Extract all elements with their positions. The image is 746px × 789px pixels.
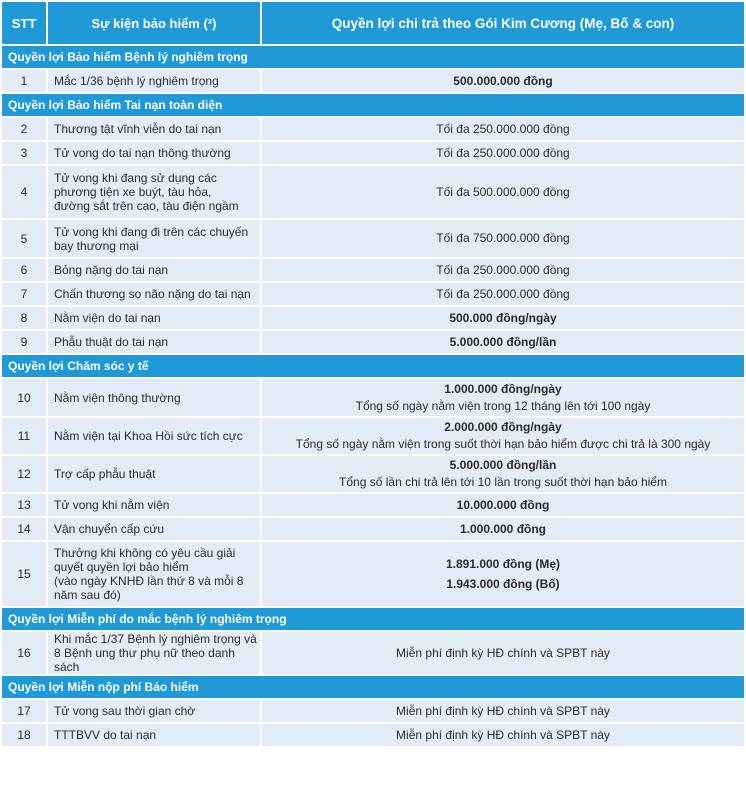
benefit-amount	[262, 166, 744, 218]
table-row	[2, 700, 744, 722]
benefit-line: 500.000.000 đồng	[453, 73, 553, 88]
insurance-event	[48, 724, 260, 746]
insurance-event	[48, 70, 260, 92]
table-row	[2, 283, 744, 305]
benefit-line: 2.000.000 đồng/ngày	[444, 420, 562, 434]
insurance-event	[48, 542, 260, 606]
benefit-amount	[262, 494, 744, 516]
insurance-event	[48, 518, 260, 540]
table-row	[2, 70, 744, 92]
benefit-amount	[262, 632, 744, 674]
section-title: Quyền lợi Miễn nộp phí Bảo hiểm	[2, 676, 744, 698]
event-line: Tử vong khi nằm viện	[54, 498, 170, 512]
event-line: Nằm viện do tai nạn	[54, 311, 161, 325]
event-line: 8 Bệnh ung thư phụ nữ theo danh sách	[54, 646, 235, 674]
benefit-amount	[262, 142, 744, 164]
table-header-row	[2, 2, 744, 44]
header-event-label: Sự kiện bảo hiểm	[91, 15, 200, 31]
row-number: 7	[2, 283, 46, 305]
table-row	[2, 220, 744, 257]
benefit-line: Tối đa 250.000.000 đồng	[436, 262, 570, 277]
benefit-line: Miễn phí định kỳ HĐ chính và SPBT này	[396, 645, 610, 660]
row-number: 15	[2, 542, 46, 606]
table-row	[2, 166, 744, 218]
event-line: TTTBVV do tai nạn	[54, 728, 157, 742]
benefit-line: Tối đa 500.000.000 đồng	[436, 184, 570, 199]
benefit-line: Miễn phí định kỳ HĐ chính và SPBT này	[396, 727, 610, 742]
section-title: Quyền lợi Bảo hiểm Bệnh lý nghiêm trọng	[2, 46, 744, 68]
benefit-amount	[262, 283, 744, 305]
table-row	[2, 142, 744, 164]
insurance-event	[48, 700, 260, 722]
benefit-line: Tổng số ngày nằm viện trong 12 tháng lên tới 100 ngày	[355, 398, 651, 413]
row-number: 18	[2, 724, 46, 746]
row-number: 2	[2, 118, 46, 140]
section-title: Quyền lợi Bảo hiểm Tai nạn toàn diện	[2, 94, 744, 116]
benefit-line: Tối đa 250.000.000 đồng	[436, 121, 570, 136]
row-number: 1	[2, 70, 46, 92]
event-line: Nằm viện tại Khoa Hồi sức tích cực	[54, 429, 243, 443]
event-line: Chấn thương sọ não nặng do tai nạn	[54, 287, 251, 301]
row-number: 9	[2, 331, 46, 353]
row-number: 11	[2, 418, 46, 454]
benefit-amount	[262, 518, 744, 540]
section-header	[2, 94, 744, 116]
section-header	[2, 355, 744, 377]
insurance-event	[48, 259, 260, 281]
benefit-amount	[262, 456, 744, 492]
benefit-amount	[262, 118, 744, 140]
insurance-event	[48, 118, 260, 140]
benefit-line: Tổng số ngày nằm viện trong suốt thời hạn bảo hiểm được chi trả là 300 ngày	[295, 437, 711, 451]
benefit-line: 10.000.000 đồng	[456, 497, 550, 512]
event-line: Mắc 1/36 bệnh lý nghiêm trọng	[54, 74, 219, 88]
event-line: bay thương mại	[54, 238, 139, 253]
insurance-event	[48, 456, 260, 492]
row-number: 10	[2, 379, 46, 416]
row-number: 12	[2, 456, 46, 492]
event-line: đường sắt trên cao, tàu điện ngầm	[54, 199, 239, 213]
event-line: Phẫu thuật do tai nạn	[54, 335, 169, 349]
event-line: Vận chuyển cấp cứu	[54, 522, 165, 536]
table-row	[2, 331, 744, 353]
row-number: 13	[2, 494, 46, 516]
section-title: Quyền lợi Miễn phí do mắc bệnh lý nghiêm trọng	[2, 608, 744, 630]
benefit-line: Tổng số lần chi trả lên tới 10 lần trong suốt thời hạn bảo hiểm	[339, 475, 667, 489]
section-header	[2, 608, 744, 630]
table-row	[2, 542, 744, 606]
row-number: 5	[2, 220, 46, 257]
insurance-event	[48, 331, 260, 353]
event-line: Khi mắc 1/37 Bệnh lý nghiêm trọng và	[54, 632, 257, 646]
event-line: Tử vong khi đang sử dụng các	[54, 171, 217, 185]
table-row	[2, 518, 744, 540]
row-number: 6	[2, 259, 46, 281]
header-stt: STT	[2, 2, 46, 44]
insurance-event	[48, 632, 260, 674]
benefit-amount	[262, 379, 744, 416]
event-line: Bỏng nặng do tai nạn	[54, 263, 169, 277]
benefit-line: 1.000.000 đồng/ngày	[444, 381, 562, 396]
benefit-amount	[262, 542, 744, 606]
benefit-amount	[262, 700, 744, 722]
benefit-line: 1.000.000 đồng	[459, 521, 547, 536]
insurance-event	[48, 307, 260, 329]
benefit-line: Miễn phí định kỳ HĐ chính và SPBT này	[396, 703, 610, 718]
event-line: Tử vong khi đang đi trên các chuyến	[54, 224, 249, 239]
row-number: 17	[2, 700, 46, 722]
table-body	[2, 46, 744, 746]
insurance-event	[48, 283, 260, 305]
section-header	[2, 46, 744, 68]
benefit-line: 1.891.000 đồng (Mẹ)	[445, 556, 561, 571]
benefit-amount	[262, 331, 744, 353]
header-event	[48, 2, 260, 44]
table-row	[2, 307, 744, 329]
insurance-event	[48, 418, 260, 454]
row-number: 3	[2, 142, 46, 164]
event-line: Thưởng khi không có yêu cầu giải	[54, 546, 236, 560]
table-row	[2, 456, 744, 492]
header-benefit: Quyền lợi chi trả theo Gói Kim Cương (Mẹ, Bố & con)	[262, 2, 744, 44]
header-event-sup: (²)	[203, 15, 217, 31]
benefit-amount	[262, 724, 744, 746]
section-title: Quyền lợi Chăm sóc y tế	[2, 355, 744, 377]
benefit-line: 5.000.000 đồng/lần	[449, 458, 557, 472]
benefit-line: 1.943.000 đồng (Bố)	[446, 576, 560, 591]
insurance-event	[48, 379, 260, 416]
table-row	[2, 259, 744, 281]
row-number: 16	[2, 632, 46, 674]
table-row	[2, 632, 744, 674]
insurance-event	[48, 166, 260, 218]
insurance-event	[48, 494, 260, 516]
insurance-event	[48, 220, 260, 257]
table-row	[2, 118, 744, 140]
insurance-event	[48, 142, 260, 164]
section-header	[2, 676, 744, 698]
benefit-amount	[262, 418, 744, 454]
benefit-amount	[262, 307, 744, 329]
event-line: Thương tật vĩnh viễn do tai nạn	[54, 122, 222, 136]
row-number: 8	[2, 307, 46, 329]
row-number: 14	[2, 518, 46, 540]
table-row	[2, 494, 744, 516]
table-row	[2, 379, 744, 416]
event-line: năm sau đó)	[54, 588, 121, 602]
benefit-line: Tối đa 250.000.000 đồng	[436, 286, 570, 301]
benefit-line: 5.000.000 đồng/lần	[449, 334, 557, 349]
table-row	[2, 418, 744, 454]
event-line: quyết quyền lợi bảo hiểm	[54, 560, 189, 574]
event-line: phương tiện xe buýt, tàu hỏa,	[54, 185, 212, 199]
benefit-line: Tối đa 750.000.000 đồng	[436, 231, 570, 245]
benefit-amount	[262, 259, 744, 281]
table-row	[2, 724, 744, 746]
row-number: 4	[2, 166, 46, 218]
event-line: Trợ cấp phẫu thuật	[54, 467, 156, 481]
event-line: (vào ngày KNHĐ lần thứ 8 và mỗi 8	[54, 574, 244, 588]
benefit-line: 500.000 đồng/ngày	[449, 310, 557, 325]
event-line: Nằm viện thông thường	[54, 390, 181, 405]
benefit-amount	[262, 70, 744, 92]
benefit-line: Tối đa 250.000.000 đồng	[436, 145, 570, 160]
event-line: Tử vong do tai nạn thông thường	[54, 146, 231, 160]
event-line: Tử vong sau thời gian chờ	[54, 704, 196, 718]
benefit-amount	[262, 220, 744, 257]
